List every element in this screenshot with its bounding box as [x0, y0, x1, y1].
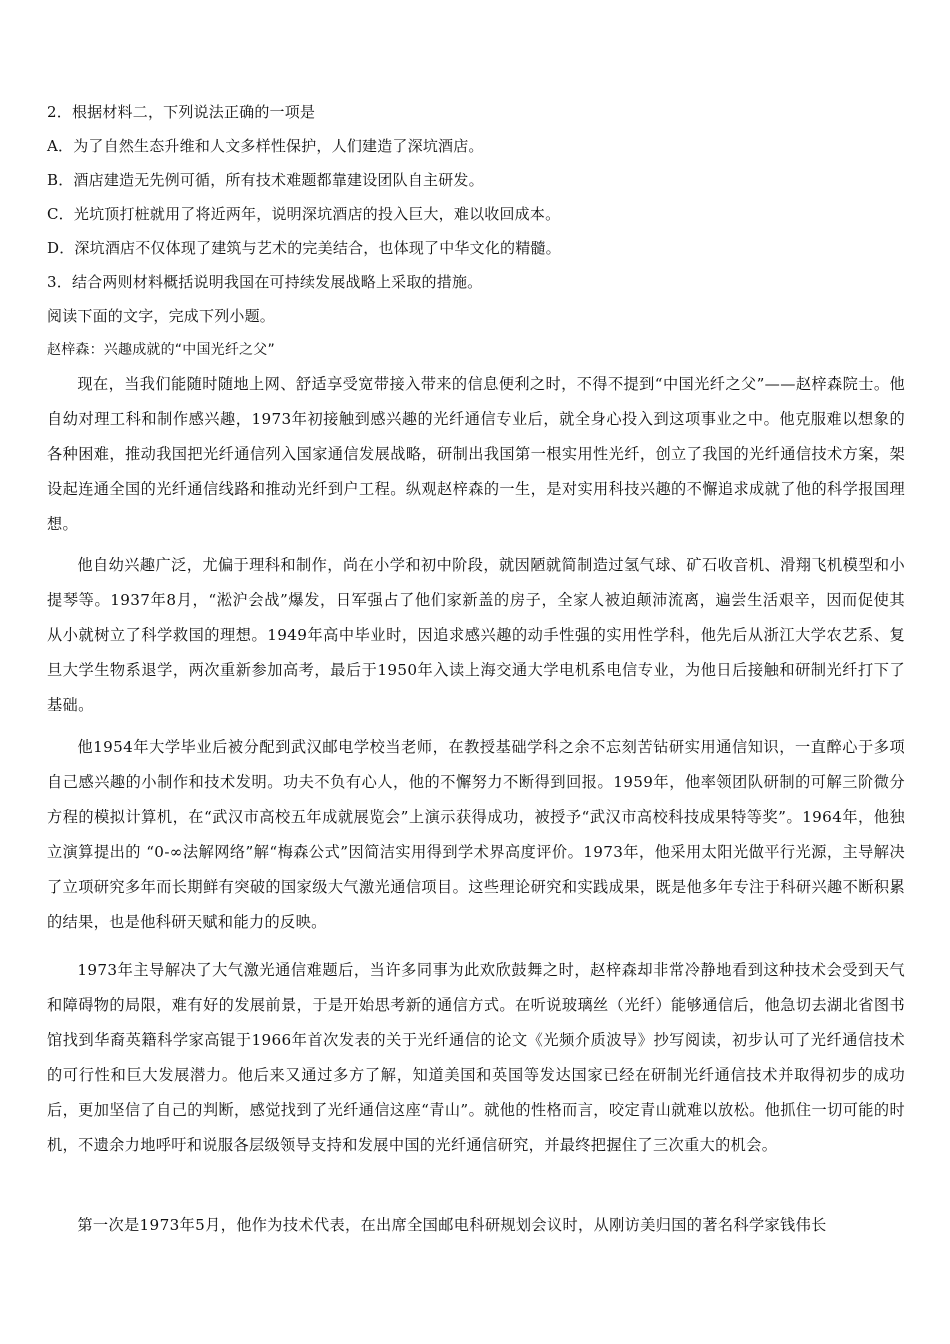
question-2-option-a: A．为了自然生态升维和人文多样性保护，人们建造了深坑酒店。	[47, 137, 484, 155]
question-3-stem: 3．结合两则材料概括说明我国在可持续发展战略上采取的措施。	[47, 273, 483, 291]
article-paragraph: 他1954年大学毕业后被分配到武汉邮电学校当老师，在教授基础学科之余不忘刻苦钻研实用通信知识，一直醉心于多项自己感兴趣的小制作和技术发明。功夫不负有心人，他的不懈努力不断得到回报。1959年，他率领团队研制的可解三阶微分方程的模拟计算机，在“武汉市高校五年成就展览会”上演示获得成功，被授予“武汉市高校科技成果特等奖”。1964年，他独立演算提出的 “0-∞法解网络”解“梅森公式”因简洁实用得到学术界高度评价。1973年，他采用太阳光做平行光源，主导解决了立项研究多年而长期鲜有突破的国家级大气激光通信项目。这些理论研究和实践成果，既是他多年专注于科研兴趣不断积累的结果，也是他科研天赋和能力的反映。	[47, 738, 905, 931]
question-2-stem: 2．根据材料二，下列说法正确的一项是	[47, 103, 316, 121]
reading-instruction: 阅读下面的文字，完成下列小题。	[47, 307, 276, 325]
article-paragraph: 他自幼兴趣广泛，尤偏于理科和制作，尚在小学和初中阶段，就因陋就简制造过氢气球、矿石收音机、滑翔飞机模型和小提琴等。1937年8月，“淞沪会战”爆发，日军强占了他们家新盖的房子，全家人被迫颠沛流离，遍尝生活艰辛，因而促使其从小就树立了科学救国的理想。1949年高中毕业时，因追求感兴趣的动手性强的实用性学科，他先后从浙江大学农艺系、复旦大学生物系退学，两次重新参加高考，最后于1950年入读上海交通大学电机系电信专业，为他日后接触和研制光纤打下了基础。	[47, 556, 905, 714]
article-paragraph: 现在，当我们能随时随地上网、舒适享受宽带接入带来的信息便利之时，不得不提到“中国光纤之父”——赵梓森院士。他自幼对理工科和制作感兴趣，1973年初接触到感兴趣的光纤通信专业后，就全身心投入到这项事业之中。他克服难以想象的各种困难，推动我国把光纤通信列入国家通信发展战略，研制出我国第一根实用性光纤，创立了我国的光纤通信技术方案，架设起连通全国的光纤通信线路和推动光纤到户工程。纵观赵梓森的一生，是对实用科技兴趣的不懈追求成就了他的科学报国理想。	[47, 375, 905, 533]
article-paragraph: 1973年主导解决了大气激光通信难题后，当许多同事为此欢欣鼓舞之时，赵梓森却非常冷静地看到这种技术会受到天气和障碍物的局限，难有好的发展前景，于是开始思考新的通信方式。在听说玻璃丝（光纤）能够通信后，他急切去湖北省图书馆找到华裔英籍科学家高锟于1966年首次发表的关于光纤通信的论文《光频介质波导》抄写阅读，初步认可了光纤通信技术的可行性和巨大发展潜力。他后来又通过多方了解，知道美国和英国等发达国家已经在研制光纤通信技术并取得初步的成功后，更加坚信了自己的判断，感觉找到了光纤通信这座“青山”。就他的性格而言，咬定青山就难以放松。他抓住一切可能的时机，不遗余力地呼吁和说服各层级领导支持和发展中国的光纤通信研究，并最终把握住了三次重大的机会。	[47, 961, 905, 1154]
question-2-option-d: D．深坑酒店不仅体现了建筑与艺术的完美结合，也体现了中华文化的精髓。	[47, 239, 561, 257]
question-2-option-c: C．光坑顶打桩就用了将近两年，说明深坑酒店的投入巨大，难以收回成本。	[47, 205, 561, 223]
article-paragraph: 第一次是1973年5月，他作为技术代表，在出席全国邮电科研规划会议时，从刚访美归国的著名科学家钱伟长	[77, 1216, 827, 1234]
question-2-option-b: B．酒店建造无先例可循，所有技术难题都靠建设团队自主研发。	[47, 171, 484, 189]
article-title: 赵梓森：兴趣成就的“中国光纤之父”	[47, 342, 275, 358]
